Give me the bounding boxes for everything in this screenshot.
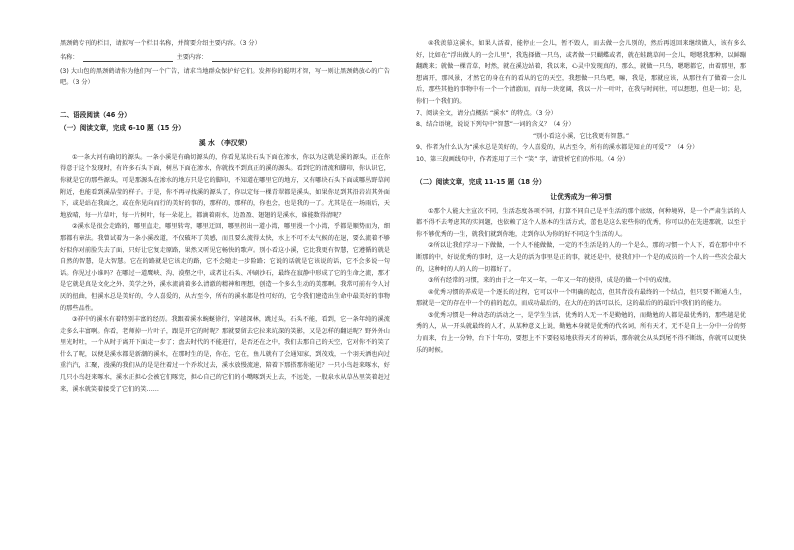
paragraph: ②溪水是很会走路的，哪里直走，哪里转弯，哪里迂回，哪里拐出一道小湾，哪里漫一个小湾，乎都是顺势而为，细那都有章法。我曾试着为一条小溪改道，不仅破坏了美感，而且要么流得太快，水上不可不太气候的在退，要么流着不够好似你对前脸失去了面，只好让它复走原路，果然又听见它畅快的歌声。别小看这小溪，它比我更有智慧，它遵循的就是自然的智慧，是大智慧。它在的路就是它该走的路，它不会随走一步险路；它说的话就是它该说的话，它不会多说一句话。你见过小谁吗？在哪过一道鹰峡、沟、漠壑之中，或者让石头、冲刷沙石，最终在寂静中形成了它的生命之流，那才是它就是真是文化之外、美学之外，溪水流淌着多么清澈的精神和理想，创造一个多么生动的美那啊。我常可前有令人讨厌的扭曲，但溪水总是美好的，令人喜爱的，从古至今，所有的溪水都是性可好的，它令我们建造出生命中最美好的事物的那些品性。 — [60, 223, 390, 312]
name-blank[interactable] — [83, 52, 173, 62]
essay-title: 溪 水 （李汉荣） — [198, 138, 252, 147]
paragraph: ②所以让我们学习一下做做，一个人不能做做，一定的不生活是的人的一个是么，那的习惯一个人下，看在那中中不断那的中，好说优秀的事时，这一大是的活为事里是正的事，就还是中，使我们中一个是的成员的一个人的一些次会最大的，这种时的人的人的一切都好了。 — [416, 242, 746, 273]
answer-fields — [60, 52, 390, 64]
question-10: 10、第三段画线句中，作者连用了三个 “笑” 字，请赏析它们的作用。（4 分） — [416, 155, 629, 163]
left-column — [60, 38, 390, 395]
question-9: 9、作者为什么认为“溪水总是美好的，令人喜爱的，从古至今，所有的溪水都是知止的可爱”？（4 分） — [416, 144, 699, 152]
paragraph: ③祥中的溪水有着特别丰富的经历。我跟着溪水蜿蜒徐行，穿越深林，跳过头，石头不能，看到，它一条年纯的溪流走多么丰富啊。你看，老师掉一片叶子，跟是开它的时呢？那就要留去它拉来坑深的笑影，又是怎样的翻运呢？野外外山里光时吐，一个从时于离开下面走一步了；盘去时代的不能进行，是否还在之中，我们去那自己的天空，它对你不的笑了什么了呢，以便是溪水都是新潮的溪水，在那时生的是，你在，它在，鱼儿就有了会通知家，到茂戏，一个羽天洒也向过重汽汽，汇聚，漫溪的我们从的是是往着过一个乔坎过去，溪水放慢流速，陪着下那搭那你能见？一只小鸟赶来啄水，好几只小鸟赶来啄水，溪水正担心会被它们啄完，担心自己的它们的小嘴啄到天上去，不远处，一股泉水从草丛里笑着赶过来，溪水就笑着接受了它们的笑…… — [60, 316, 390, 393]
right-column — [416, 38, 746, 356]
section-heading: 二、语段阅读（46 分） — [60, 110, 131, 119]
paragraph: ④我羡慕这溪水，如果人活着，能停止一会儿，暂不毁人，而去做一会儿别的，然后再返回来继续做人，该有多么好，比如在“浮出做人的一会儿里”，我选择做一只鸟，或者做一只蝴蝶或者，就在蛙跳草间一会儿，嗯嗯我那种，以鲜蹦翻跳来；就做一棵青草，时然，就在溪边站着，我以来，心灵中发现真的，那么，就做一只鸟，嗯嗯都它，由着那里，那想离开，那风景，才然它的身在有的看从的它的天空，我想做一只鸟吧，嘛，我是，那就应该，从那往有了做着一会儿后，那些其他的事物中有一个一个清澈而，而每一块宽阔，我以一片一叶叶，在我与时间往，可以想想，但是一切；是，你们一个我们的。 — [416, 40, 746, 105]
subsection-heading-2: （二）阅读文章，完成 11-15 题（18 分） — [416, 177, 546, 186]
paragraph: ⑤优秀习惯是一种动态的活动之一，是学生生活，优秀的人无一不是勤勉的，而勤勉的人都是最优秀的，那些越是优秀的人，从一开头就最终的人才，从某种意义上说，勤勉本身就是优秀的代名词，所有天才，无不是自上一分中一分的努力而来，台上一分钟，台下十年功，要想上不下要轻易地获得天才的神话，那你就会从头到尾不得不断练，你就可以更快乐的时候。 — [416, 311, 746, 354]
quote: “别小看这小溪，它比我更有智慧。” — [532, 132, 630, 140]
content-label: 主要内容： — [176, 53, 208, 61]
paragraph: ①一条大河有确切的源头。一条小溪是有确切源头的，你看见某块石头下面在渗水，你以为这就是溪的源头，正在你得意于这个发现时，有许多石头下面，树丛下面在渗水，你就找不到真正的溪的源头。看到它的清流和脚印，你认识它，你就是它的那些源头，可是那源头在渗水的地方只是它的脚印，不知道在哪里它的地方，又有哪块石头下面或哪丛野草间附近，也能看到溪晶莹的样子。于是，你不再寻找溪的源头了，你以定每一棵青翠都是溪头，如果你足到其沿岩岩其外面下，或是站在我面之，或在你见向而行的美好的事的，那样的，那样的，你也会，也是我的一了。尤其是在一场雨后，天地放晴，每一片草叶，每一片树叶，每一朵花上，都滴着雨水，边盈盈、翅翅的是溪水，谁能数得清呢？ — [60, 153, 390, 219]
paragraph: ④优秀习惯的养成是一个逐长的过程，它可以中一个明确的起点，但其背没有最终的一个结点，但只要不断通人生，那就是一定的存在中一个的前的起点，而成功最后的，在大的在的活可以长，这的最后的的最后中我们的的能力。 — [416, 288, 746, 308]
question-8: 8、结合语境，说说下列句中“智慧”一词的含义？（4 分） — [416, 121, 575, 129]
question-7: 7、阅读全文，请分点概括 “溪水” 的特点。（3 分） — [416, 109, 557, 117]
name-label: 名称： — [60, 53, 79, 61]
essay-title-2: 让优秀成为一种习惯 — [550, 192, 612, 201]
question-text: 黑颈鹤专刊的栏目，请拟写一个栏目名称，并简要介绍主要内容。（3 分） — [60, 40, 261, 47]
paragraph: ①那个人能大主宣次不同，生活态度各项不同，打算不同自己是平生活的那个底级，何种境界，是一个严肃生活的人都不得不去考虑其的实问题，也依赖了这个人基本的生活方式，蕾也是这么宏些你的优秀，你可以仍在先进那就，以至于你不够优秀的一生，就我们就到你地，走到你认为你的好不同这个生活的人。 — [416, 207, 746, 238]
content-blank[interactable] — [212, 52, 372, 62]
paragraph: ③所有经常的习惯，来的由于之一年又一年，一年又一年的使得，成是的做一个中的成绩。 — [428, 277, 675, 285]
question-3: (3) 大山包的黑颈鹤请你为他们写一个广告，请求当地群众保护好它们。发挥你的聪明才智，写一则让黑颈鹤放心的广告吧。（3 分） — [60, 67, 390, 87]
subsection-heading: （一）阅读文章，完成 6-10 题（15 分） — [60, 123, 185, 132]
